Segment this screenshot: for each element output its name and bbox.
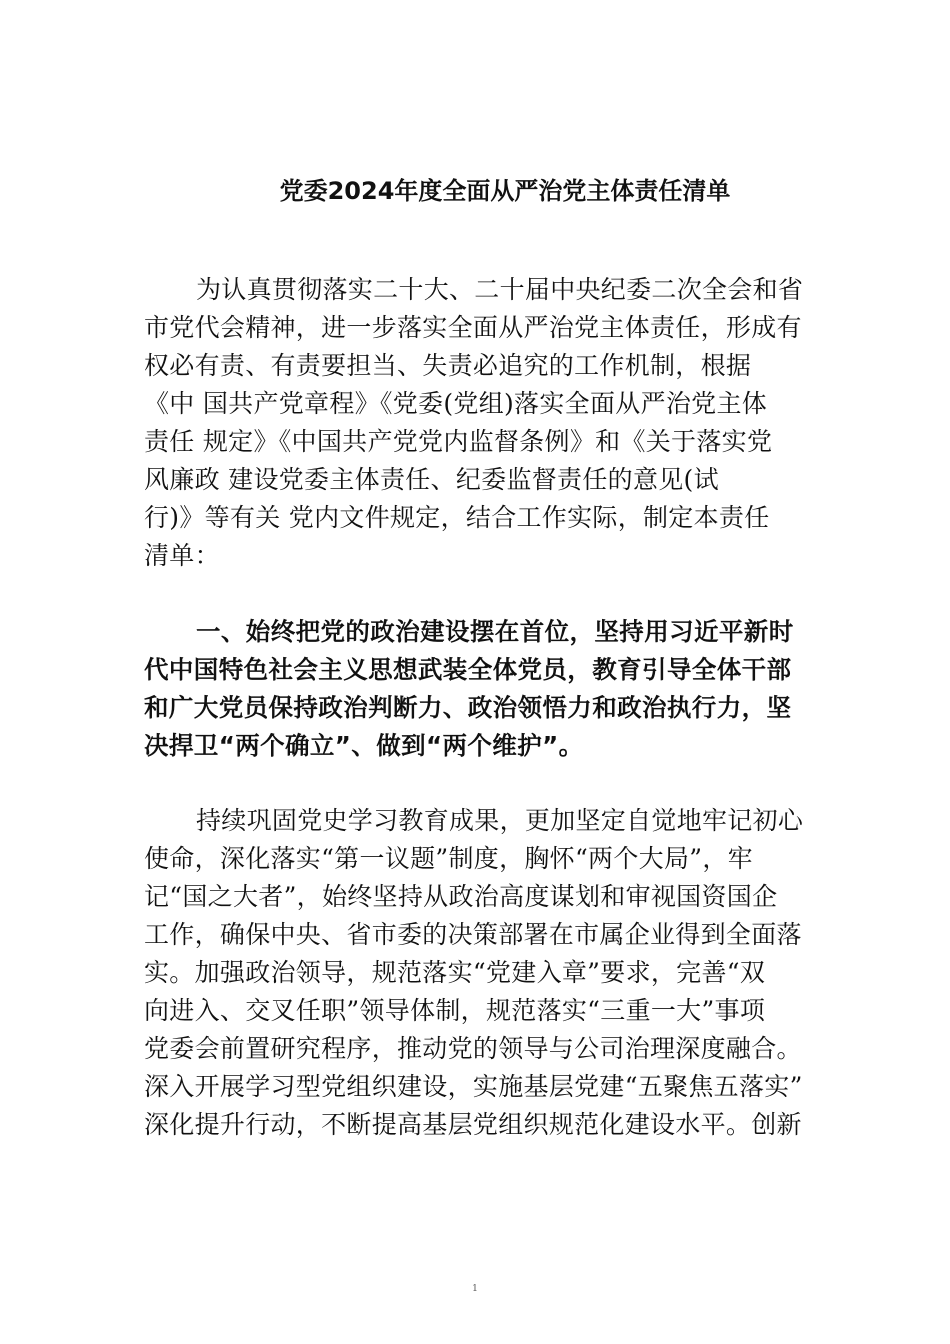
section1-body-line-9: 深化提升行动，不断提高基层党组织规范化建设水平。创新 <box>144 1110 802 1139</box>
intro-line-1: 为认真贯彻落实二十大、二十届中央纪委二次全会和省 <box>196 275 804 304</box>
page-number: 1 <box>472 1284 478 1294</box>
intro-line-3: 权必有责、有责要担当、失责必追究的工作机制，根据 <box>144 351 752 380</box>
section1-body-line-1: 持续巩固党史学习教育成果，更加坚定自觉地牢记初心 <box>196 806 804 835</box>
intro-line-4: 《中 国共产党章程》《党委(党组)落实全面从严治党主体 <box>144 389 768 418</box>
intro-line-8: 清单： <box>144 541 220 570</box>
intro-line-5: 责任 规定》《中国共产党党内监督条例》和《关于落实党 <box>144 427 773 456</box>
section1-body-line-5: 实。加强政治领导，规范落实“党建入章”要求，完善“双 <box>144 958 766 987</box>
section1-body-line-7: 党委会前置研究程序，推动党的领导与公司治理深度融合。 <box>144 1034 802 1063</box>
section1-heading-line-3: 和广大党员保持政治判断力、政治领悟力和政治执行力，坚 <box>144 693 792 722</box>
document-title: 党委2024年度全面从严治党主体责任清单 <box>279 177 731 205</box>
section1-heading-line-2: 代中国特色社会主义思想武装全体党员，教育引导全体干部 <box>144 655 792 684</box>
section1-body-line-4: 工作，确保中央、省市委的决策部署在市属企业得到全面落 <box>144 920 802 949</box>
section1-body-line-6: 向进入、交叉任职”领导体制，规范落实“三重一大”事项 <box>144 996 766 1025</box>
section1-body-line-2: 使命，深化落实“第一议题”制度，胸怀“两个大局”，牢 <box>144 844 753 873</box>
section1-heading-line-4: 决捍卫“两个确立”、做到“两个维护”。 <box>144 731 584 760</box>
intro-line-6: 风廉政 建设党委主体责任、纪委监督责任的意见(试 <box>144 465 719 494</box>
section1-body-line-3: 记“国之大者”，始终坚持从政治高度谋划和审视国资国企 <box>144 882 778 911</box>
intro-line-7: 行)》等有关 党内文件规定，结合工作实际，制定本责任 <box>144 503 770 532</box>
section1-body-line-8: 深入开展学习型党组织建设，实施基层党建“五聚焦五落实” <box>144 1072 803 1101</box>
intro-line-2: 市党代会精神，进一步落实全面从严治党主体责任，形成有 <box>144 313 802 342</box>
section1-heading-line-1: 一、始终把党的政治建设摆在首位，坚持用习近平新时 <box>196 617 794 646</box>
